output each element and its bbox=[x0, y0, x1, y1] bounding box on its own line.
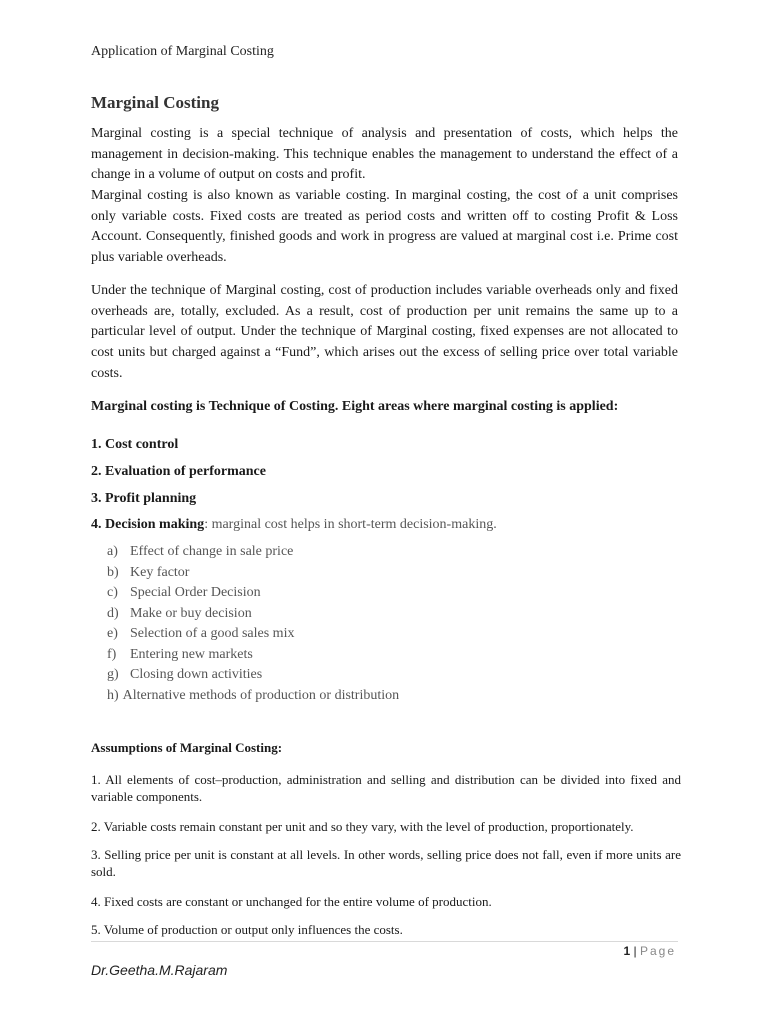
sub-item bbox=[107, 688, 399, 704]
area-item bbox=[91, 437, 178, 453]
sub-item-text: Alternative methods of production or distribution bbox=[122, 688, 400, 703]
sub-item-text: Closing down activities bbox=[130, 667, 263, 682]
paragraph-technique: Under the technique of Marginal costing, cost of production includes variable overheads only and fixed overheads are, totally, excluded. As a result, cost of production per unit remains the same up to a particular level of output. Under the technique of Marginal costing, fixed expenses are not allocated to cost units but charged against a “Fund”, which arises out the excess of selling price over total variable costs. bbox=[91, 283, 678, 381]
paragraph-variable-costing: Marginal costing is also known as variable costing. In marginal costing, the cost of a unit comprises only variable costs. Fixed costs are treated as period costs and written off to costing Profit & Loss Account. Consequently, finished goods and work in progress are valued at marginal cost i.e. Prime cost plus variable overheads. bbox=[91, 188, 678, 266]
assumption-item: 5. Volume of production or output only influences the costs. bbox=[91, 922, 403, 937]
sub-item-text: Key factor bbox=[130, 565, 190, 580]
assumption-item: 3. Selling price per unit is constant at all levels. In other words, selling price does not fall, even if more units are sold. bbox=[91, 847, 681, 879]
author-name: Dr.Geetha.M.Rajaram bbox=[91, 962, 228, 978]
sub-item-label: g) bbox=[107, 667, 119, 682]
sub-item-text: Selection of a good sales mix bbox=[130, 626, 295, 641]
area-item-title: 3. Profit planning bbox=[91, 491, 197, 506]
sub-item-label: a) bbox=[107, 544, 118, 559]
sub-item-text: Special Order Decision bbox=[130, 585, 261, 600]
sub-item bbox=[107, 626, 294, 642]
paragraph-intro: Marginal costing is a special technique of analysis and presentation of costs, which helps the management in decision-making. This technique enables the management to understand the effect of a change in a volume of output on costs and profit. bbox=[91, 126, 678, 183]
sub-item-text: Make or buy decision bbox=[130, 606, 252, 621]
area-item bbox=[91, 517, 497, 533]
sub-item bbox=[107, 585, 261, 601]
page-number-value: 1 bbox=[623, 944, 631, 958]
assumption-item: 2. Variable costs remain constant per unit and so they vary, with the level of production, proportionately. bbox=[91, 819, 634, 834]
sub-item-label: c) bbox=[107, 585, 118, 600]
area-item bbox=[91, 464, 266, 480]
sub-item bbox=[107, 667, 262, 683]
assumption-item: 4. Fixed costs are constant or unchanged for the entire volume of production. bbox=[91, 894, 492, 909]
footer-divider bbox=[91, 941, 678, 942]
sub-item-label: e) bbox=[107, 626, 118, 641]
sub-item bbox=[107, 606, 252, 622]
areas-heading: Marginal costing is Technique of Costing. Eight areas where marginal costing is applied: bbox=[91, 399, 619, 414]
sub-item bbox=[107, 565, 189, 581]
running-header: Application of Marginal Costing bbox=[91, 44, 274, 59]
page-label: Page bbox=[639, 944, 676, 958]
sub-item-label: h) bbox=[107, 688, 119, 703]
assumptions-title: Assumptions of Marginal Costing: bbox=[91, 740, 283, 755]
sub-item-label: f) bbox=[107, 647, 117, 662]
sub-item bbox=[107, 544, 293, 560]
sub-item-label: b) bbox=[107, 565, 119, 580]
page-separator: | bbox=[633, 944, 637, 958]
area-item bbox=[91, 491, 196, 507]
sub-item bbox=[107, 647, 253, 663]
sub-item-text: Effect of change in sale price bbox=[130, 544, 294, 559]
assumption-item: 1. All elements of cost–production, administration and selling and distribution can be divided into fixed and variable components. bbox=[91, 772, 681, 804]
page-number bbox=[623, 944, 676, 958]
area-item-title: 1. Cost control bbox=[91, 437, 179, 452]
area-item-title: 2. Evaluation of performance bbox=[91, 464, 266, 479]
area-item-title: 4. Decision making bbox=[91, 517, 205, 532]
area-item-desc: : marginal cost helps in short-term decision-making. bbox=[204, 517, 497, 532]
sub-item-text: Entering new markets bbox=[130, 647, 253, 662]
section-title: Marginal Costing bbox=[91, 93, 219, 112]
sub-item-label: d) bbox=[107, 606, 119, 621]
